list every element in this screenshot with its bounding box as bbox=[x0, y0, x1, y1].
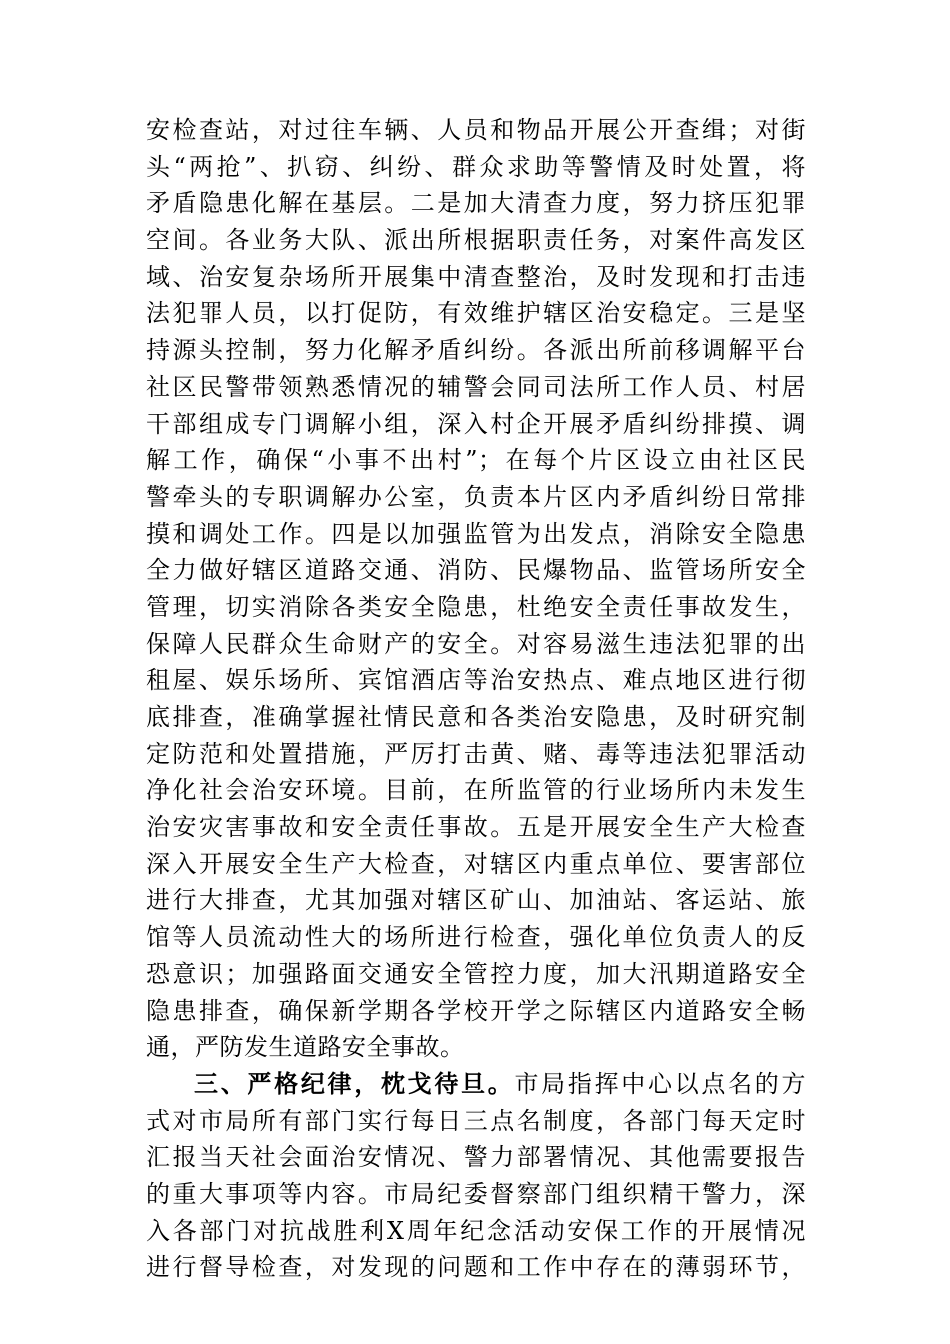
text-line: 持源头控制，努力化解矛盾纠纷。各派出所前移调解平台 bbox=[146, 336, 806, 365]
text-line bbox=[146, 1066, 806, 1103]
text-line: 管理，切实消除各类安全隐患，杜绝安全责任事故发生， bbox=[146, 592, 806, 621]
body-text bbox=[146, 112, 806, 1286]
text-line: 社区民警带领熟悉情况的辅警会同司法所工作人员、村居 bbox=[146, 372, 806, 401]
text-line: 入各部门对抗战胜利X周年纪念活动安保工作的开展情况 bbox=[146, 1216, 806, 1245]
text-line: 全力做好辖区道路交通、消防、民爆物品、监管场所安全 bbox=[146, 556, 806, 585]
text-line: 隐患排查，确保新学期各学校开学之际辖区内道路安全畅 bbox=[146, 996, 806, 1025]
text-line: 馆等人员流动性大的场所进行检查，强化单位负责人的反 bbox=[146, 923, 806, 952]
text-line: 干部组成专门调解小组，深入村企开展矛盾纠纷排摸、调 bbox=[146, 409, 806, 438]
text-line: 摸和调处工作。四是以加强监管为出发点，消除安全隐患 bbox=[146, 519, 806, 548]
text-line: 进行大排查，尤其加强对辖区矿山、加油站、客运站、旅 bbox=[146, 886, 806, 915]
text-line: 通，严防发生道路安全事故。 bbox=[146, 1033, 465, 1062]
text-line: 的重大事项等内容。市局纪委督察部门组织精干警力，深 bbox=[146, 1179, 806, 1208]
section-heading: 三、严格纪律，枕戈待旦。 bbox=[194, 1068, 515, 1098]
text-line: 净化社会治安环境。目前，在所监管的行业场所内未发生 bbox=[146, 776, 806, 805]
text-line: 解工作，确保“小事不出村”；在每个片区设立由社区民 bbox=[146, 446, 806, 475]
text-line: 头“两抢”、扒窃、纠纷、群众求助等警情及时处置，将 bbox=[146, 152, 806, 181]
text-line: 法犯罪人员，以打促防，有效维护辖区治安稳定。三是坚 bbox=[146, 299, 806, 328]
text-line: 治安灾害事故和安全责任事故。五是开展安全生产大检查 bbox=[146, 813, 806, 842]
text-line: 安检查站，对过往车辆、人员和物品开展公开查缉；对街 bbox=[146, 116, 806, 144]
paragraph-strict-discipline bbox=[146, 1066, 806, 1286]
text-line: 保障人民群众生命财产的安全。对容易滋生违法犯罪的出 bbox=[146, 629, 806, 658]
text-line: 式对市局所有部门实行每日三点名制度，各部门每天定时 bbox=[146, 1106, 806, 1135]
heading-line-text: 市局指挥中心以点名的方 bbox=[514, 1069, 806, 1098]
text-line: 矛盾隐患化解在基层。二是加大清查力度，努力挤压犯罪 bbox=[146, 189, 806, 218]
text-line: 汇报当天社会面治安情况、警力部署情况、其他需要报告 bbox=[146, 1143, 806, 1172]
paragraph-security-measures bbox=[146, 112, 806, 1066]
text-line: 进行督导检查，对发现的问题和工作中存在的薄弱环节， bbox=[146, 1253, 806, 1282]
text-line: 空间。各业务大队、派出所根据职责任务，对案件高发区 bbox=[146, 226, 806, 255]
text-line: 租屋、娱乐场所、宾馆酒店等治安热点、难点地区进行彻 bbox=[146, 666, 806, 695]
text-line: 定防范和处置措施，严厉打击黄、赌、毒等违法犯罪活动 bbox=[146, 739, 806, 768]
text-line: 警牵头的专职调解办公室，负责本片区内矛盾纠纷日常排 bbox=[146, 482, 806, 511]
text-line: 恐意识；加强路面交通安全管控力度，加大汛期道路安全 bbox=[146, 959, 806, 988]
text-line: 底排查，准确掌握社情民意和各类治安隐患，及时研究制 bbox=[146, 703, 806, 731]
text-line: 域、治安复杂场所开展集中清查整治，及时发现和打击违 bbox=[146, 262, 806, 291]
text-line: 深入开展安全生产大检查，对辖区内重点单位、要害部位 bbox=[146, 849, 806, 878]
